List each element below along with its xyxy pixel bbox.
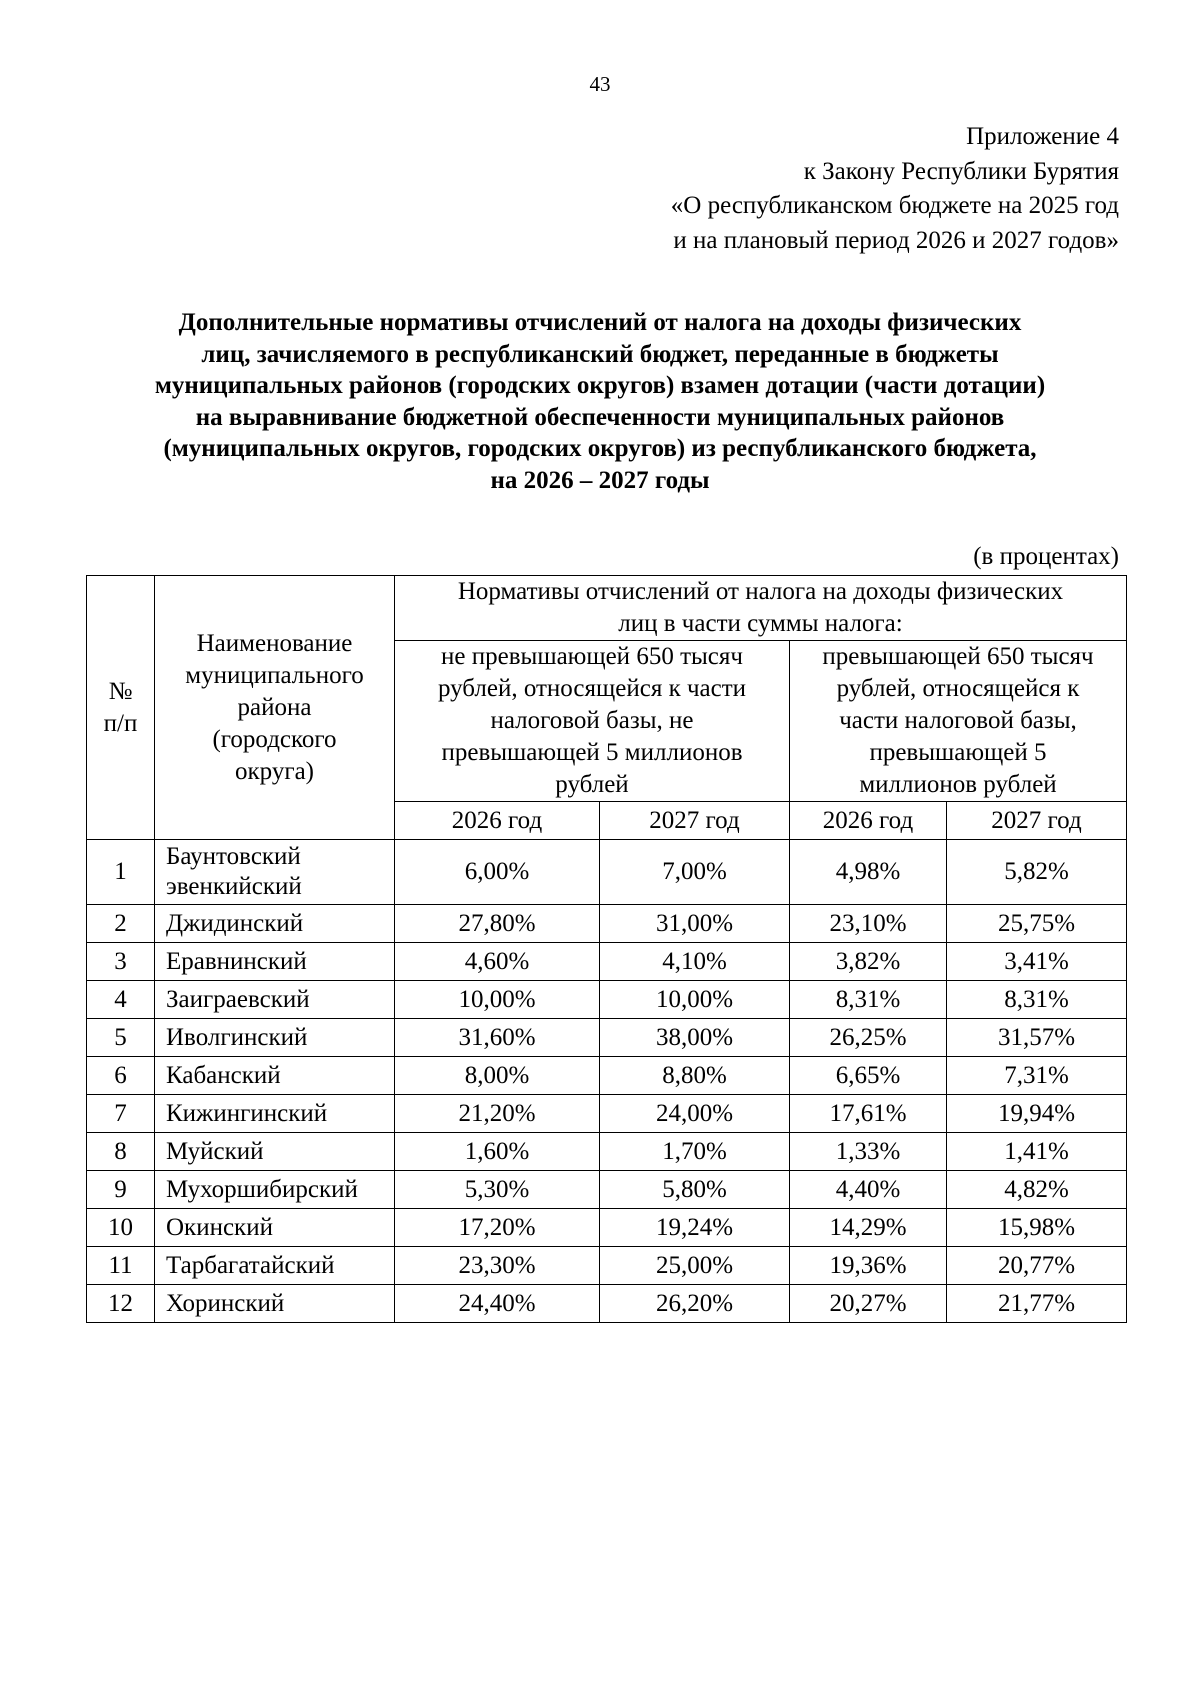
value-cell: 5,82%	[947, 840, 1127, 905]
value-cell: 1,33%	[790, 1133, 947, 1171]
header-year: 2027 год	[947, 802, 1127, 840]
district-name-line: эвенкийский	[166, 873, 302, 900]
value-cell: 21,77%	[947, 1285, 1127, 1323]
value-cell: 23,10%	[790, 905, 947, 943]
header-name-line: (городского	[212, 725, 337, 753]
header-sub-line: рублей	[555, 771, 629, 798]
header-sub-line: миллионов рублей	[859, 771, 1057, 798]
table-row	[87, 981, 1127, 1019]
table-row	[87, 1171, 1127, 1209]
header-number	[87, 576, 155, 840]
table-row	[87, 840, 1127, 905]
appendix-line: «О республиканском бюджете на 2025 год	[670, 192, 1119, 219]
row-number: 6	[87, 1057, 155, 1095]
value-cell: 3,41%	[947, 943, 1127, 981]
value-cell: 26,20%	[600, 1285, 790, 1323]
row-number: 9	[87, 1171, 155, 1209]
value-cell: 4,60%	[395, 943, 600, 981]
table-row	[87, 1133, 1127, 1171]
value-cell: 15,98%	[947, 1209, 1127, 1247]
district-name: Заиграевский	[155, 981, 395, 1019]
district-name	[155, 840, 395, 905]
value-cell: 38,00%	[600, 1019, 790, 1057]
header-sub-line: рублей, относящейся к части	[437, 675, 747, 702]
district-name: Джидинский	[155, 905, 395, 943]
value-cell: 1,60%	[395, 1133, 600, 1171]
title-line: муниципальных районов (городских округов) взамен дотации (части дотации)	[154, 372, 1046, 399]
units-note: (в процентах)	[973, 543, 1119, 570]
header-number-line: №	[108, 677, 133, 705]
value-cell: 31,60%	[395, 1019, 600, 1057]
table-row	[87, 1247, 1127, 1285]
value-cell: 17,20%	[395, 1209, 600, 1247]
value-cell: 17,61%	[790, 1095, 947, 1133]
value-cell: 19,24%	[600, 1209, 790, 1247]
value-cell: 5,30%	[395, 1171, 600, 1209]
row-number: 3	[87, 943, 155, 981]
value-cell: 8,80%	[600, 1057, 790, 1095]
header-name-line: округа)	[235, 757, 314, 785]
value-cell: 4,10%	[600, 943, 790, 981]
title-line: на выравнивание бюджетной обеспеченности муниципальных районов	[195, 403, 1005, 431]
value-cell: 7,31%	[947, 1057, 1127, 1095]
header-sub-line: не превышающей 650 тысяч	[441, 643, 743, 670]
header-sub-exceeding	[790, 641, 1127, 802]
table-row	[87, 1057, 1127, 1095]
value-cell: 19,94%	[947, 1095, 1127, 1133]
header-number-line: п/п	[103, 709, 138, 737]
value-cell: 10,00%	[600, 981, 790, 1019]
value-cell: 25,00%	[600, 1247, 790, 1285]
header-year: 2026 год	[790, 802, 947, 840]
header-group	[395, 576, 1127, 641]
table-row	[87, 905, 1127, 943]
value-cell: 10,00%	[395, 981, 600, 1019]
header-name-line: района	[237, 693, 312, 721]
value-cell: 23,30%	[395, 1247, 600, 1285]
value-cell: 3,82%	[790, 943, 947, 981]
header-sub-line: превышающей 5	[869, 739, 1047, 766]
appendix-line: и на плановый период 2026 и 2027 годов»	[673, 226, 1119, 254]
value-cell: 20,27%	[790, 1285, 947, 1323]
value-cell: 4,82%	[947, 1171, 1127, 1209]
value-cell: 25,75%	[947, 905, 1127, 943]
value-cell: 8,31%	[790, 981, 947, 1019]
row-number: 2	[87, 905, 155, 943]
district-name: Кижингинский	[155, 1095, 395, 1133]
district-name: Окинский	[155, 1209, 395, 1247]
header-year: 2027 год	[600, 802, 790, 840]
header-sub-line: превышающей 650 тысяч	[822, 643, 1094, 670]
document-title	[80, 307, 1120, 496]
title-line: Дополнительные нормативы отчислений от налога на доходы физических	[178, 309, 1022, 336]
district-name: Кабанский	[155, 1057, 395, 1095]
header-group-line: Нормативы отчислений от налога на доходы физических	[457, 578, 1064, 605]
row-number: 8	[87, 1133, 155, 1171]
value-cell: 26,25%	[790, 1019, 947, 1057]
page-number: 43	[589, 72, 611, 96]
table-row	[87, 1285, 1127, 1323]
value-cell: 4,98%	[790, 840, 947, 905]
value-cell: 24,40%	[395, 1285, 600, 1323]
value-cell: 1,41%	[947, 1133, 1127, 1171]
district-name: Еравнинский	[155, 943, 395, 981]
row-number: 7	[87, 1095, 155, 1133]
row-number: 5	[87, 1019, 155, 1057]
header-year: 2026 год	[395, 802, 600, 840]
title-line: лиц, зачисляемого в республиканский бюджет, переданные в бюджеты	[201, 340, 999, 368]
appendix-reference	[671, 120, 1119, 258]
value-cell: 31,00%	[600, 905, 790, 943]
value-cell: 6,65%	[790, 1057, 947, 1095]
header-name-line: муниципального	[185, 661, 364, 689]
header-sub-not-exceeding	[395, 641, 790, 802]
value-cell: 20,77%	[947, 1247, 1127, 1285]
value-cell: 4,40%	[790, 1171, 947, 1209]
district-name: Тарбагатайский	[155, 1247, 395, 1285]
value-cell: 24,00%	[600, 1095, 790, 1133]
header-sub-line: части налоговой базы,	[839, 707, 1077, 734]
value-cell: 6,00%	[395, 840, 600, 905]
table-row	[87, 1019, 1127, 1057]
value-cell: 27,80%	[395, 905, 600, 943]
value-cell: 31,57%	[947, 1019, 1127, 1057]
value-cell: 21,20%	[395, 1095, 600, 1133]
value-cell: 7,00%	[600, 840, 790, 905]
appendix-line: Приложение 4	[966, 123, 1119, 150]
header-sub-line: рублей, относящейся к	[836, 675, 1080, 702]
appendix-line: к Закону Республики Бурятия	[803, 157, 1119, 185]
row-number: 10	[87, 1209, 155, 1247]
table-row	[87, 1209, 1127, 1247]
table-row	[87, 1095, 1127, 1133]
row-number: 11	[87, 1247, 155, 1285]
header-sub-line: налоговой базы, не	[490, 707, 694, 734]
district-name-line: Баунтовский	[166, 843, 301, 870]
row-number: 1	[87, 840, 155, 905]
row-number: 12	[87, 1285, 155, 1323]
value-cell: 14,29%	[790, 1209, 947, 1247]
value-cell: 19,36%	[790, 1247, 947, 1285]
value-cell: 5,80%	[600, 1171, 790, 1209]
header-name-line: Наименование	[196, 629, 353, 657]
title-line: на 2026 – 2027 годы	[490, 466, 710, 494]
header-sub-line: превышающей 5 миллионов	[441, 739, 743, 766]
header-group-line: лиц в части суммы налога:	[618, 610, 903, 637]
district-name: Иволгинский	[155, 1019, 395, 1057]
district-name: Мухоршибирский	[155, 1171, 395, 1209]
table-row	[87, 943, 1127, 981]
title-line: (муниципальных округов, городских округов) из республиканского бюджета,	[163, 435, 1037, 462]
value-cell: 8,31%	[947, 981, 1127, 1019]
norms-table	[86, 575, 1127, 1323]
district-name: Хоринский	[155, 1285, 395, 1323]
header-name	[155, 576, 395, 840]
district-name: Муйский	[155, 1133, 395, 1171]
value-cell: 8,00%	[395, 1057, 600, 1095]
row-number: 4	[87, 981, 155, 1019]
value-cell: 1,70%	[600, 1133, 790, 1171]
